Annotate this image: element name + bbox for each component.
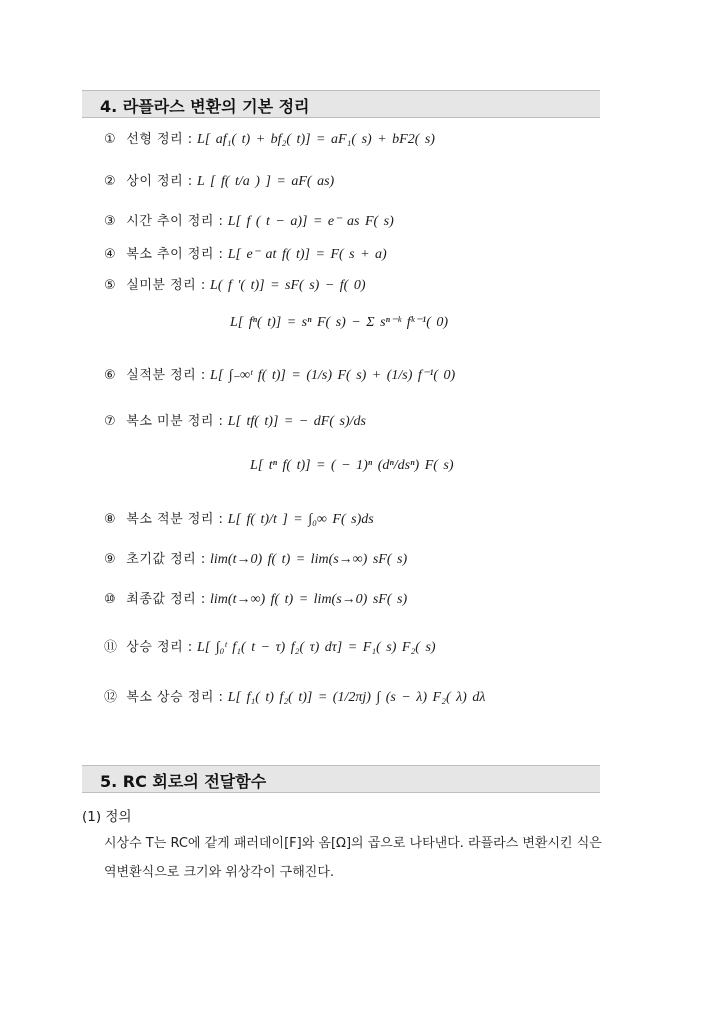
theorem-name: 시간 추이 정리 : [126,214,224,229]
theorem-formula: L( f ′( t)] = sF( s) − f( 0) [210,278,366,293]
theorem-row-1 [104,128,435,152]
theorem-row-3 [104,210,394,234]
theorem-row-9 [104,548,407,572]
theorem-formula: L [ f( t/a ) ] = aF( as) [196,174,335,189]
theorem-formula: L[ ∫₋∞ᵗ f( t)] = (1/s) F( s) + (1/s) f⁻¹( 0) [210,368,456,383]
theorem-name: 복소 미분 정리 : [126,414,224,429]
theorem-name: 상승 정리 : [126,640,193,655]
theorem-formula: L[ e⁻ at f( t)] = F( s + a) [227,247,387,262]
theorem-number: ① [104,132,116,147]
theorem-name: 최종값 정리 : [126,592,206,607]
definition-subheading: (1) 정의 [82,809,132,825]
theorem-row-8 [104,508,374,532]
theorem-formula: lim(t→0) f( t) = lim(s→∞) sF( s) [210,552,408,567]
theorem-row-7 [104,410,366,434]
theorem-number: ⑥ [104,368,116,383]
theorem-formula: L[ ∫₀ᵗ f₁( t − τ) f₂( τ) dτ] = F₁( s) F₂( s) [196,640,436,655]
theorem-formula: L[ tf( t)] = − dF( s)/ds [227,414,366,429]
theorem-row-2 [104,170,334,194]
theorem-name: 실미분 정리 : [126,278,206,293]
complex-diff-n-formula: L[ tⁿ f( t)] = ( − 1)ⁿ (dⁿ/dsⁿ) F( s) [250,458,454,473]
theorem-number: ⑧ [104,512,116,527]
theorem-formula: lim(t→∞) f( t) = lim(s→0) sF( s) [210,592,408,607]
theorem-formula: L[ f ( t − a)] = e⁻ as F( s) [227,214,394,229]
theorem-name: 복소 추이 정리 : [126,247,224,262]
theorem-formula: L[ f₁( t) f₂( t)] = (1/2πj) ∫ (s − λ) F₂( λ) dλ [227,690,486,705]
theorem-number: ③ [104,214,116,229]
theorem-row-10 [104,588,407,612]
theorem-row-11 [104,636,436,660]
theorem-number: ⑦ [104,414,116,429]
theorem-number: ⑨ [104,552,116,567]
theorem-name: 복소 상승 정리 : [126,690,224,705]
theorem-name: 복소 적분 정리 : [126,512,224,527]
theorem-formula: L[ f( t)/t ] = ∫₀∞ F( s)ds [227,512,374,527]
section-5-header [82,765,600,793]
theorem-name: 초기값 정리 : [126,552,206,567]
section-4-title: 4. 라플라스 변환의 기본 정리 [100,97,310,116]
theorem-number: ④ [104,247,116,262]
theorem-name: 선형 정리 : [126,132,193,147]
theorem-name: 실적분 정리 : [126,368,206,383]
section-5-title: 5. RC 회로의 전달함수 [100,772,267,791]
real-diff-n-formula: L[ fⁿ( t)] = sⁿ F( s) − Σ sⁿ⁻ᵏ fᵏ⁻¹( 0) [230,315,449,330]
theorem-number: ⑩ [104,592,116,607]
definition-paragraph: 시상수 T는 RC에 같게 패러데이[F]와 옴[Ω]의 곱으로 나타낸다. 라플라스 변환시킨 식은 역변환식으로 크기와 위상각이 구해진다. [104,836,602,880]
theorem-number: ⑪ [104,640,118,655]
theorem-number: ② [104,174,116,189]
theorem-row-5 [104,274,365,298]
section-4-header [82,90,600,118]
theorem-row-12 [104,686,485,710]
theorem-row-4 [104,243,387,267]
theorem-row-6 [104,364,455,388]
theorem-number: ⑤ [104,278,116,293]
theorem-name: 상이 정리 : [126,174,193,189]
theorem-formula: L[ af₁( t) + bf₂( t)] = aF₁( s) + bF2( s) [196,132,435,147]
theorem-number: ⑫ [104,690,118,705]
